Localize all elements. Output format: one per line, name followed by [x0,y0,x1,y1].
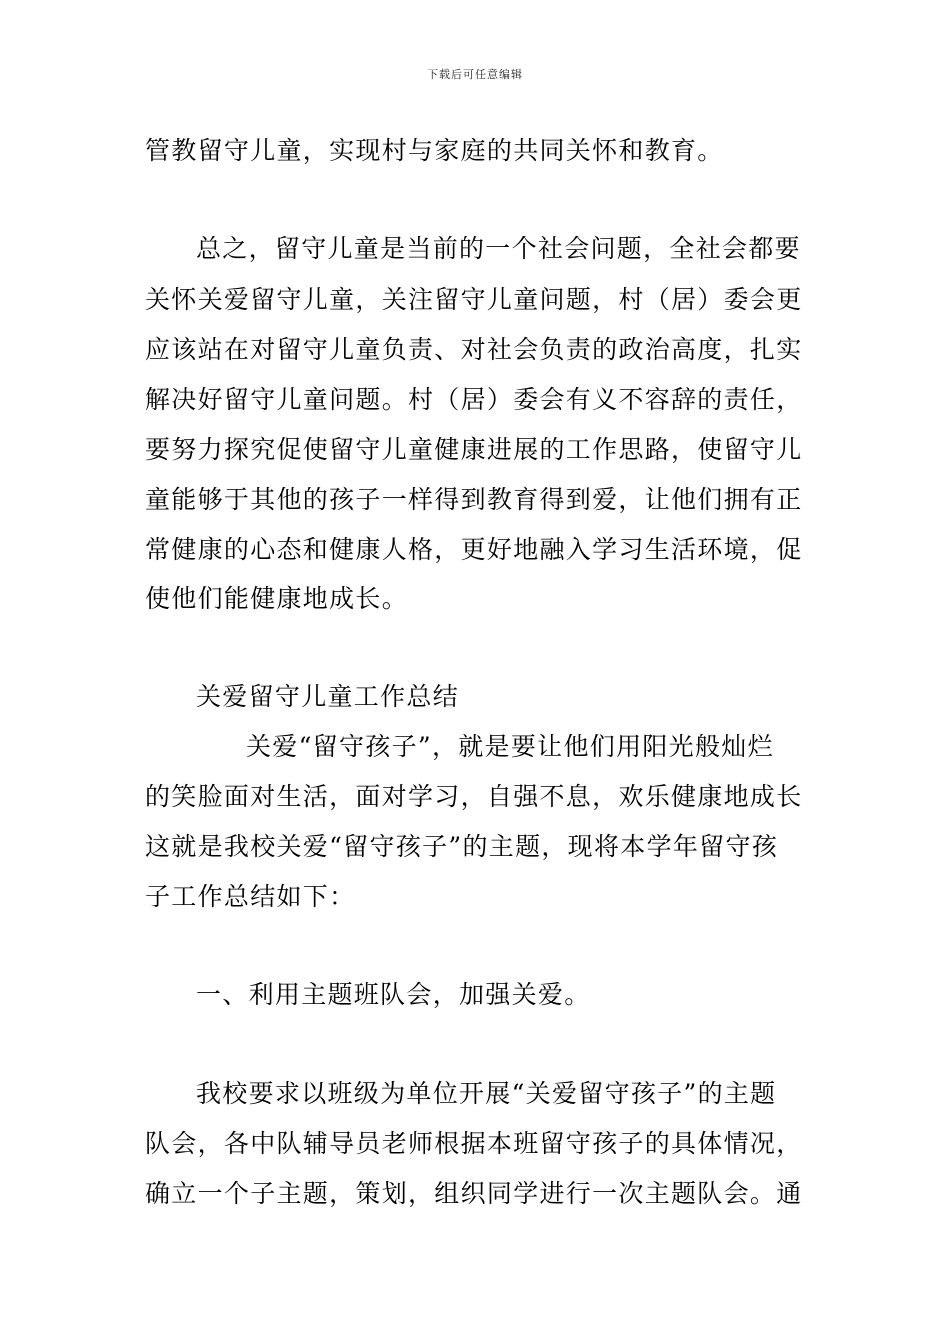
text-line: 我校要求以班级为单位开展“关爱留守孩子”的主题 [196,1079,777,1108]
text-line: 常健康的心态和健康人格，更好地融入学习生活环境，促 [145,535,803,564]
text-line: 总之，留守儿童是当前的一个社会问题，全社会都要 [196,234,801,263]
text-line: 解决好留守儿童问题。村（居）委会有义不容辞的责任， [145,385,803,414]
text-line: 子工作总结如下： [145,882,356,911]
section-title: 关爱留守儿童工作总结 [196,682,460,711]
text-line: 关爱“留守孩子”，就是要让他们用阳光般灿烂 [246,732,774,761]
text-line: 管教留守儿童，实现村与家庭的共同关怀和教育。 [145,136,724,165]
text-line: 这就是我校关爱“留守孩子”的主题，现将本学年留守孩 [145,832,779,861]
text-line: 童能够于其他的孩子一样得到教育得到爱，让他们拥有正 [145,485,803,514]
text-line: 的笑脸面对生活，面对学习，自强不息，欢乐健康地成长 [145,782,803,811]
text-line: 确立一个子主题，策划，组织同学进行一次主题队会。通 [145,1179,803,1208]
text-line: 关怀关爱留守儿童，关注留守儿童问题，村（居）委会更 [145,285,803,314]
text-line: 使他们能健康地成长。 [145,584,409,613]
page-header: 下载后可任意编辑 [427,68,523,81]
text-line: 要努力探究促使留守儿童健康进展的工作思路，使留守儿 [145,435,803,464]
section-heading: 一、利用主题班队会，加强关爱。 [196,980,591,1009]
text-line: 队会，各中队辅导员老师根据本班留守孩子的具体情况， [145,1129,803,1158]
text-line: 应该站在对留守儿童负责、对社会负责的政治高度，扎实 [145,335,803,364]
